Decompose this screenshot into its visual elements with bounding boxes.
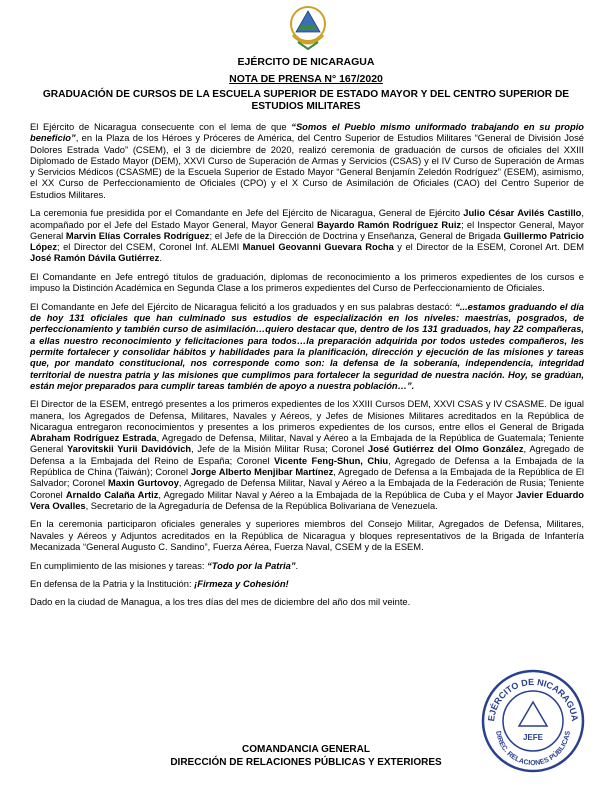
text: La ceremonia fue presidida por el Comandante en Jefe del Ejército de Nicaragua, General de Ejército <box>30 208 464 219</box>
person-name: Vicente Feng-Shun, Chiu <box>273 455 389 466</box>
person-name: José Ramón Dávila Gutiérrez <box>30 253 160 264</box>
text: En cumplimiento de las misiones y tareas: <box>30 560 208 571</box>
text: El Director de la ESEM, entregó presentes a los primeros expedientes de los XXIII Cursos DEM, XXVI CSAS y IV CSASME. De igual manera, los Agregados de Defensa, Militares, Navales y Aéreos, y Jefes de Misiones Militares acreditados en la República de Nicaragua entregaron reconocimientos y presentes a los primeros expedientes de los cursos, entre ellos el General de Brigada <box>30 399 584 432</box>
motto-quote: “Somos el Pueblo mismo uniformado trabajando en su propio beneficio” <box>30 122 584 144</box>
text: , Agregado Militar Naval y Aéreo a la Embajada de la República de Cuba y el Mayor <box>158 489 516 500</box>
org-title: EJÉRCITO DE NICARAGUA <box>237 56 375 68</box>
person-name: Jorge Alberto Menjibar Martínez <box>190 467 334 478</box>
text: . <box>159 253 162 264</box>
press-note-number: NOTA DE PRENSA N° 167/2020 <box>229 73 383 85</box>
text: , Agregado de Defensa a la Embajada del Reino de España; Coronel <box>30 444 584 466</box>
text: ; el Jefe de la Dirección de Doctrina y Enseñanza, General de Brigada <box>209 230 504 241</box>
paragraph-9: Dado en la ciudad de Managua, a los tres días del mes de diciembre del año dos mil veinte. <box>30 597 411 608</box>
paragraph-7 <box>30 561 584 572</box>
text: ; el Inspector General, Mayor General <box>30 219 584 241</box>
text: , Agregado de Defensa a la Embajada de la República de El Salvador; Coronel <box>30 467 584 489</box>
seal-center-text: JEFE <box>522 733 544 742</box>
press-release-title: GRADUACIÓN DE CURSOS DE LA ESCUELA SUPERIOR DE ESTADO MAYOR Y DEL CENTRO SUPERIOR DE ESTUDIOS MILITARES <box>42 89 570 112</box>
speech-quote: “...estamos graduando el día de hoy 131 oficiales que han culminado sus estudios de especialización en los niveles: maestrías, posgrados, de perfeccionamiento y también curso de asimilación…quiero destacar que, dentro de los 131 graduados, hay 22 compañeras, a ellas nuestro reconocimiento y felicitaciones para todos…la preparación adquirida por todos ustedes compañeros, les permite fortalecer y consolidar hábitos y habilidades para la planificación, dirección y ejecución de las misiones y tareas que, por mandato constitucional, nos corresponde como son: la defensa de la soberanía, independencia, integridad territorial de nuestra patria y las misiones que cumplimos para fortalecer la seguridad de nuestra nación. Hoy, se gradúan, están mejor preparados para cumplir tareas también de apoyo a nuestra población…”. <box>30 301 584 391</box>
text: . <box>295 560 299 571</box>
paragraph-6: En la ceremonia participaron oficiales generales y superiores miembros del Consejo Militar, Agregados de Defensa, Militares, Navales y Aéreos y Adjuntos acreditados en la República de Nicaragua y bloques representativos de la Brigada de Infantería Mecanizada “General Augusto C. Sandino”, Fuerza Aérea, Fuerza Naval, CSEM y de la ESEM. <box>30 519 584 553</box>
text: ; el Director del CSEM, Coronel Inf. ALEMI <box>57 242 243 253</box>
person-name: Abraham Rodríguez Estrada <box>30 433 157 444</box>
seal-bottom-text: DIREC. RELACIONES PÚBLICAS <box>494 730 572 768</box>
official-seal-stamp <box>480 668 586 774</box>
text: , Agregado de Defensa a la Embajada de la República de China (Taiwán); Coronel <box>30 455 584 478</box>
text: y el Director de la ESEM, Coronel Art. DEM <box>393 242 585 253</box>
text: , Jefe de la Misión Militar Rusa; Coronel <box>191 444 368 455</box>
motto-quote: “Todo por la Patria” <box>207 560 296 571</box>
text: El Comandante en Jefe del Ejército de Nicaragua felicitó a los graduados y en sus palabras destacó: <box>30 301 456 312</box>
motto-quote: ¡Firmeza y Cohesión! <box>194 579 289 589</box>
person-name: Bayardo Ramón Rodríguez Ruiz <box>317 219 462 230</box>
person-name: Javier Eduardo Vera Ovalles <box>30 489 584 511</box>
person-name: Maxin Gurtovoy <box>108 478 179 489</box>
paragraph-3: El Comandante en Jefe entregó títulos de graduación, diplomas de reconocimiento a los primeros expedientes de los cursos e impuso la Distinción Académica en Segunda Clase a los primeros expedientes del Curso de Perfeccionamiento de Oficiales. <box>30 271 584 294</box>
text: , Secretario de la Agregaduría de Defensa de la República Bolivariana de Venezuela. <box>85 500 438 511</box>
person-name: Manuel Geovanni Guevara Rocha <box>242 242 394 253</box>
person-name: Yarovitskii Yurii Davidóvich <box>66 444 192 455</box>
press-release-body <box>30 122 584 616</box>
paragraph-2 <box>30 208 584 264</box>
text: El Ejército de Nicaragua consecuente con el lema de que <box>30 122 292 132</box>
paragraph-5 <box>30 399 584 512</box>
paragraph-8 <box>30 579 584 590</box>
person-name: Guillermo Patricio López <box>30 230 584 253</box>
seal-top-text: EJÉRCITO DE NICARAGUA <box>486 676 580 722</box>
paragraph-1 <box>30 122 584 201</box>
seal-triangle-icon <box>519 702 547 726</box>
text: En defensa de la Patria y la Institución: <box>30 579 195 589</box>
person-name: Julio César Avilés Castillo <box>463 208 582 219</box>
text: , en la Plaza de los Héroes y Próceres de América, del Centro Superior de Estudios Militares “General de División José Dolores Estrada Vado” (CSEM), el 3 de diciembre de 2020, realizó ceremonia de graduación de cursos de oficiales del XXIII Diplomado de Estado Mayor (DEM), XXVI Curso de Superación de Armas y Servicios (CSAS) y el IV Curso de Superación de Armas y Servicios Médicos (CSASME) de la Escuela Superior de Estado Mayor “General Benjamín Zeledón Rodríguez” (ESEM), asimismo, el XX Curso de Perfeccionamiento de Oficiales (CPO) y el X Curso de Asimilación de Oficiales (CAO) del Centro Superior de Estudios Militares. <box>30 133 584 200</box>
person-name: Marvin Elías Corrales Rodríguez <box>65 230 210 241</box>
paragraph-4 <box>30 302 584 392</box>
text: , Agregado de Defensa Militar, Naval y Aéreo a la Embajada de la Federación de Rusia; Teniente Coronel <box>30 478 585 500</box>
signature-line-1: COMANDANCIA GENERAL <box>242 744 370 755</box>
signature-line-2: DIRECCIÓN DE RELACIONES PÚBLICAS Y EXTERIORES <box>170 757 442 768</box>
person-name: Arnaldo Calaña Artiz <box>65 489 159 500</box>
text: , Agregado de Defensa, Militar, Naval y Aéreo a la Embajada de la República de Guatemala; Teniente General <box>30 433 584 455</box>
text: , acompañado por el Jefe del Estado Mayor General, Mayor General <box>30 208 584 230</box>
army-emblem-icon <box>289 5 327 51</box>
person-name: José Gutiérrez del Olmo González <box>367 444 524 455</box>
